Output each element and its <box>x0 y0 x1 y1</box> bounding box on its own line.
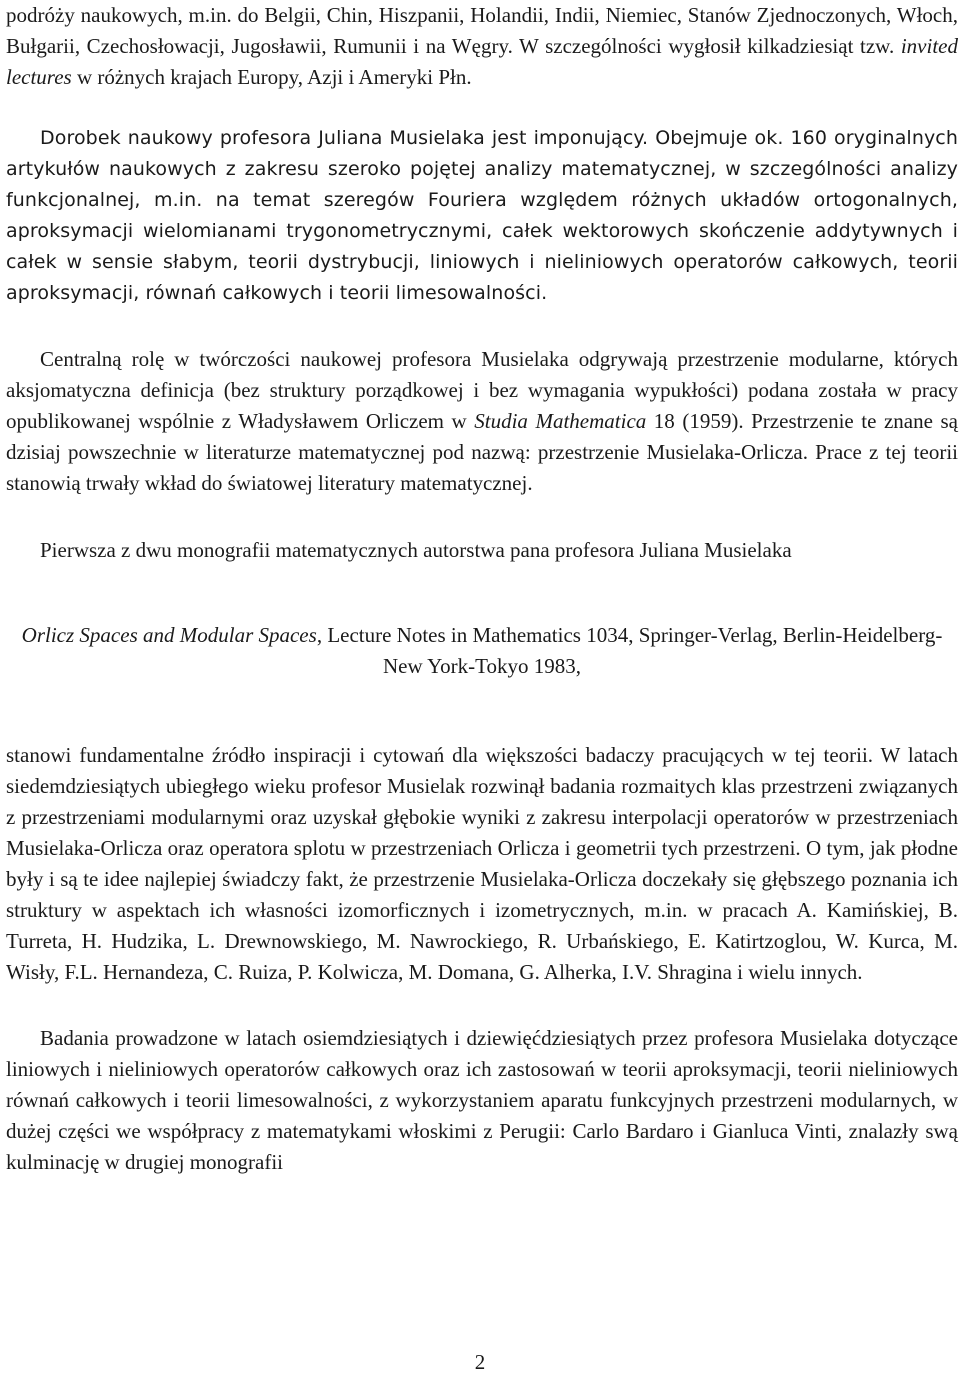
document-page <box>6 0 958 1178</box>
text: podróży naukowych, m.in. do Belgii, Chin, Hiszpanii, Holandii, Indii, Niemiec, Stanów Zjednoczonych, Włoch, Bułgarii, Czechosłowacji, Jugosławii, Rumunii i na Węgry. W szczególności wygłosił kilkadziesiąt tzw. <box>6 3 958 58</box>
paragraph-scientific-output: Dorobek naukowy profesora Juliana Musielaka jest imponujący. Obejmuje ok. 160 oryginalnych artykułów naukowych z zakresu szeroko pojętej analizy matematycznej, w szczególności analizy funkcjonalnej, m.in. na temat szeregów Fouriera względem różnych układów ortogonalnych, aproksymacji wielomianami trygonometrycznymi, całek wektorowych skończenie addytywnych i całek w sensie słabym, teorii dystrybucji, liniowych i nieliniowych operatorów całkowych, teorii aproksymacji, równań całkowych i teorii limesowalności. <box>6 127 958 304</box>
paragraph-travels <box>6 0 958 93</box>
text: Centralną rolę w twórczości naukowej profesora Musielaka odgrywają przestrzenie modularne, których aksjomatyczna definicja (bez struktury porządkowej i bez wymagania wypukłości) podana została w pracy opublikowanej wspólnie z Władysławem Orliczem w <box>6 347 958 433</box>
paragraph-first-monograph: Pierwsza z dwu monografii matematycznych autorstwa pana profesora Juliana Musielaka <box>40 538 792 562</box>
paragraph-research-eighties: Badania prowadzone w latach osiemdziesiątych i dziewięćdziesiątych przez profesora Musielaka dotyczące liniowych i nieliniowych operatorów całkowych oraz ich zastosowań w teorii aproksymacji, teorii nieliniowych równań całkowych i teorii limesowalności, z wykorzystaniem aparatu funkcyjnych przestrzeni modularnych, w dużej części we współpracy z matematykami włoskimi z Perugii: Carlo Bardaro i Gianluca Vinti, znalazły swą kulminację w drugiej monografii <box>6 1026 958 1174</box>
italic-term: invited lectures <box>6 34 958 89</box>
journal-title: Studia Mathematica <box>474 409 647 433</box>
citation-details: , Lecture Notes in Mathematics 1034, Springer-Verlag, Berlin-Heidelberg-New York-Tokyo 1983, <box>316 623 943 678</box>
page-number: 2 <box>474 1350 486 1374</box>
paragraph-fundamental-source: stanowi fundamentalne źródło inspiracji i cytowań dla większości badaczy pracujących w tej teorii. W latach siedemdziesiątych ubiegłego wieku profesor Musielak rozwinął badania rozmaitych klas przestrzeni związanych z przestrzeniami modularnymi oraz uzyskał głębokie wyniki z zakresu interpolacji operatorów w przestrzeniach Musielaka-Orlicza oraz operatora splotu w przestrzeniach Orlicza i geometrii tych przestrzeni. O tym, jak płodne były i są te idee najlepiej świadczy fakt, że przestrzenie Musielaka-Orlicza doczekały się głębszego poznania ich struktury w aspektach ich własności izomorficznych i izometrycznych, m.in. w pracach A. Kamińskiej, B. Turreta, H. Hudzika, L. Drewnowskiego, M. Nawrockiego, R. Urbańskiego, E. Katirtzoglou, W. Kurca, M. Wisły, F.L. Hernandeza, C. Ruiza, P. Kolwicza, M. Domana, G. Alherka, I.V. Shragina i wielu innych. <box>6 743 958 984</box>
book-title: Orlicz Spaces and Modular Spaces <box>21 623 317 647</box>
paragraph-modular-spaces <box>6 344 958 499</box>
text: 18 (1959). Przestrzenie te znane są dzisiaj powszechnie w literaturze matematycznej pod nazwą: przestrzenie Musielaka-Orlicza. Prace z tej teorii stanowią trwały wkład do światowej literatury matematycznej. <box>6 409 958 495</box>
text: w różnych krajach Europy, Azji i Ameryki Płn. <box>71 65 472 89</box>
monograph-citation <box>6 620 958 682</box>
